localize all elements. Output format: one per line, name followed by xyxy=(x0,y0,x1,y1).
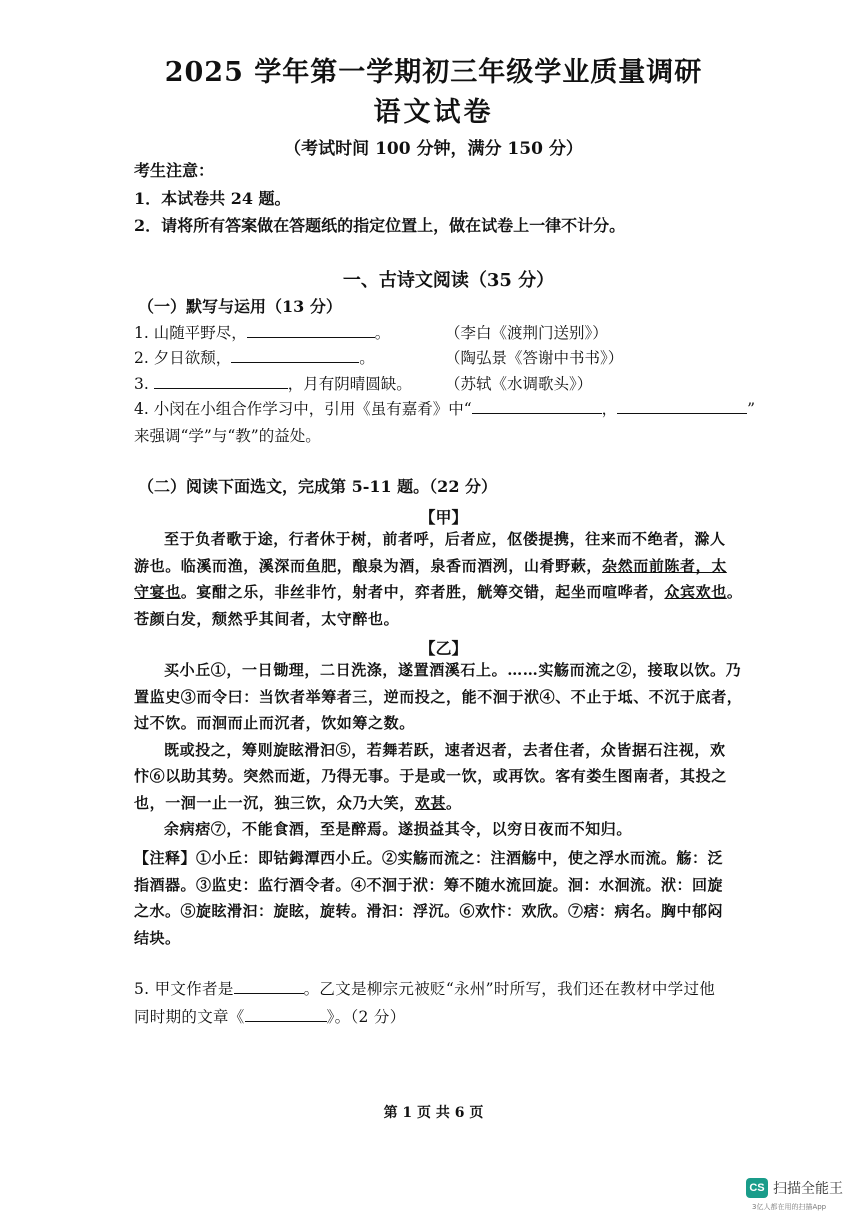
watermark-name: 扫描全能王 xyxy=(773,1181,843,1197)
question-4: 4. 小闵在小组合作学习中，引用《虽有嘉肴》中“ ， ” xyxy=(134,400,756,418)
page-number: 第 1 页 共 6 页 xyxy=(383,1105,484,1121)
text-line: 既或投之，筹则旋眩滑汩⑤，若舞若跃，速者迟者，去者住者，众皆据石注视，欢 xyxy=(164,740,726,759)
answer-blank[interactable] xyxy=(247,323,375,338)
passage-jia xyxy=(134,526,756,632)
text-line: 忭⑥以助其势。突然而逝，乃得无事。于是或一饮，或再饮。客有娄生图南者，其投之 xyxy=(134,767,727,785)
answer-blank[interactable] xyxy=(154,374,288,389)
q2-source: （陶弘景《答谢中书书》） xyxy=(445,349,624,367)
exam-duration: （考试时间 100 分钟，满分 150 分） xyxy=(284,139,583,159)
q1-source: （李白《渡荆门送别》） xyxy=(445,324,608,342)
section-title: 一、古诗文阅读（35 分） xyxy=(342,270,555,291)
part2-heading: （二）阅读下面选文，完成第 5-11 题。（22 分） xyxy=(138,477,498,496)
passage-yi-label: 【乙】 xyxy=(419,639,468,658)
answer-blank[interactable] xyxy=(617,399,747,414)
text-line: 守宴也。宴酣之乐，非丝非竹，射者中，弈者胜，觥筹交错，起坐而喧哗者，众宾欢也。 xyxy=(134,583,743,601)
watermark-tagline: 3亿人都在用的扫描App xyxy=(752,1203,827,1211)
exam-title: 2025 学年第一学期初三年级学业质量调研 xyxy=(164,57,703,88)
notice-heading: 考生注意： xyxy=(134,161,215,180)
text-line: 过不饮。而洄而止而沉者，饮如筹之数。 xyxy=(134,714,415,732)
text-line: 也，一洄一止一沉，独三饮，众乃大笑，欢甚。 xyxy=(134,793,462,812)
text-line: 游也。临溪而渔，溪深而鱼肥，酿泉为酒，泉香而酒洌，山肴野蔌，杂然而前陈者，太 xyxy=(134,556,727,575)
answer-blank[interactable] xyxy=(231,348,359,363)
answer-blank[interactable] xyxy=(472,399,602,414)
annotations xyxy=(134,845,756,951)
answer-blank[interactable] xyxy=(234,979,304,994)
text-line: 【注释】①小丘：即钴鉧潭西小丘。②实觞而流之：注酒觞中，使之浮水而流。觞：泛 xyxy=(134,849,724,867)
passage-yi xyxy=(134,657,756,843)
text-line: 之水。⑤旋眩滑汩：旋眩，旋转。滑汩：浮沉。⑥欢忭：欢欣。⑦痞：病名。胸中郁闷 xyxy=(134,902,724,920)
question-5 xyxy=(134,975,756,1031)
question-4-cont: 来强调“学”与“教”的益处。 xyxy=(134,427,321,445)
text-line: 余病痞⑦，不能食酒，至是醉焉。遂损益其令，以穷日夜而不知归。 xyxy=(164,820,633,838)
text-line: 苍颜白发，颓然乎其间者，太守醉也。 xyxy=(134,609,400,628)
text-line: 5. 甲文作者是 。乙文是柳宗元被贬“永州”时所写，我们还在教材中学过他 xyxy=(134,980,716,998)
part1-heading: （一）默写与运用（13 分） xyxy=(138,297,342,316)
text-line: 至于负者歌于途，行者休于树，前者呼，后者应，伛偻提携，往来而不绝者，滁人 xyxy=(164,530,726,548)
camscanner-logo-icon: CS xyxy=(746,1178,768,1198)
watermark xyxy=(746,1175,858,1215)
q3-source: （苏轼《水调歌头》） xyxy=(445,375,593,393)
exam-subject: 语文试卷 xyxy=(373,97,494,128)
question-3: 3. ，月有阴晴圆缺。 xyxy=(134,375,412,393)
passage-jia-label: 【甲】 xyxy=(419,508,468,527)
notice-item-2: 2．请将所有答案做在答题纸的指定位置上，做在试卷上一律不计分。 xyxy=(134,216,626,235)
question-2: 2. 夕日欲颓， 。 xyxy=(134,349,375,367)
text-line: 结块。 xyxy=(134,928,181,947)
text-line: 同时期的文章《 》。（2 分） xyxy=(134,1008,406,1026)
text-line: 买小丘①，一日锄理，二日洗涤，遂置酒溪石上。……实觞而流之②，接取以饮。乃 xyxy=(164,661,742,679)
answer-blank[interactable] xyxy=(245,1007,327,1022)
question-1: 1. 山随平野尽， 。 xyxy=(134,324,391,342)
text-line: 置监史③而令曰：当饮者举筹者三，逆而投之，能不洄于洑④、不止于坻、不沉于底者， xyxy=(134,687,743,706)
text-line: 指酒器。③监史：监行酒令者。④不洄于洑：筹不随水流回旋。洄：水洄流。洑：回旋 xyxy=(134,875,724,894)
notice-item-1: 1．本试卷共 24 题。 xyxy=(134,189,291,208)
